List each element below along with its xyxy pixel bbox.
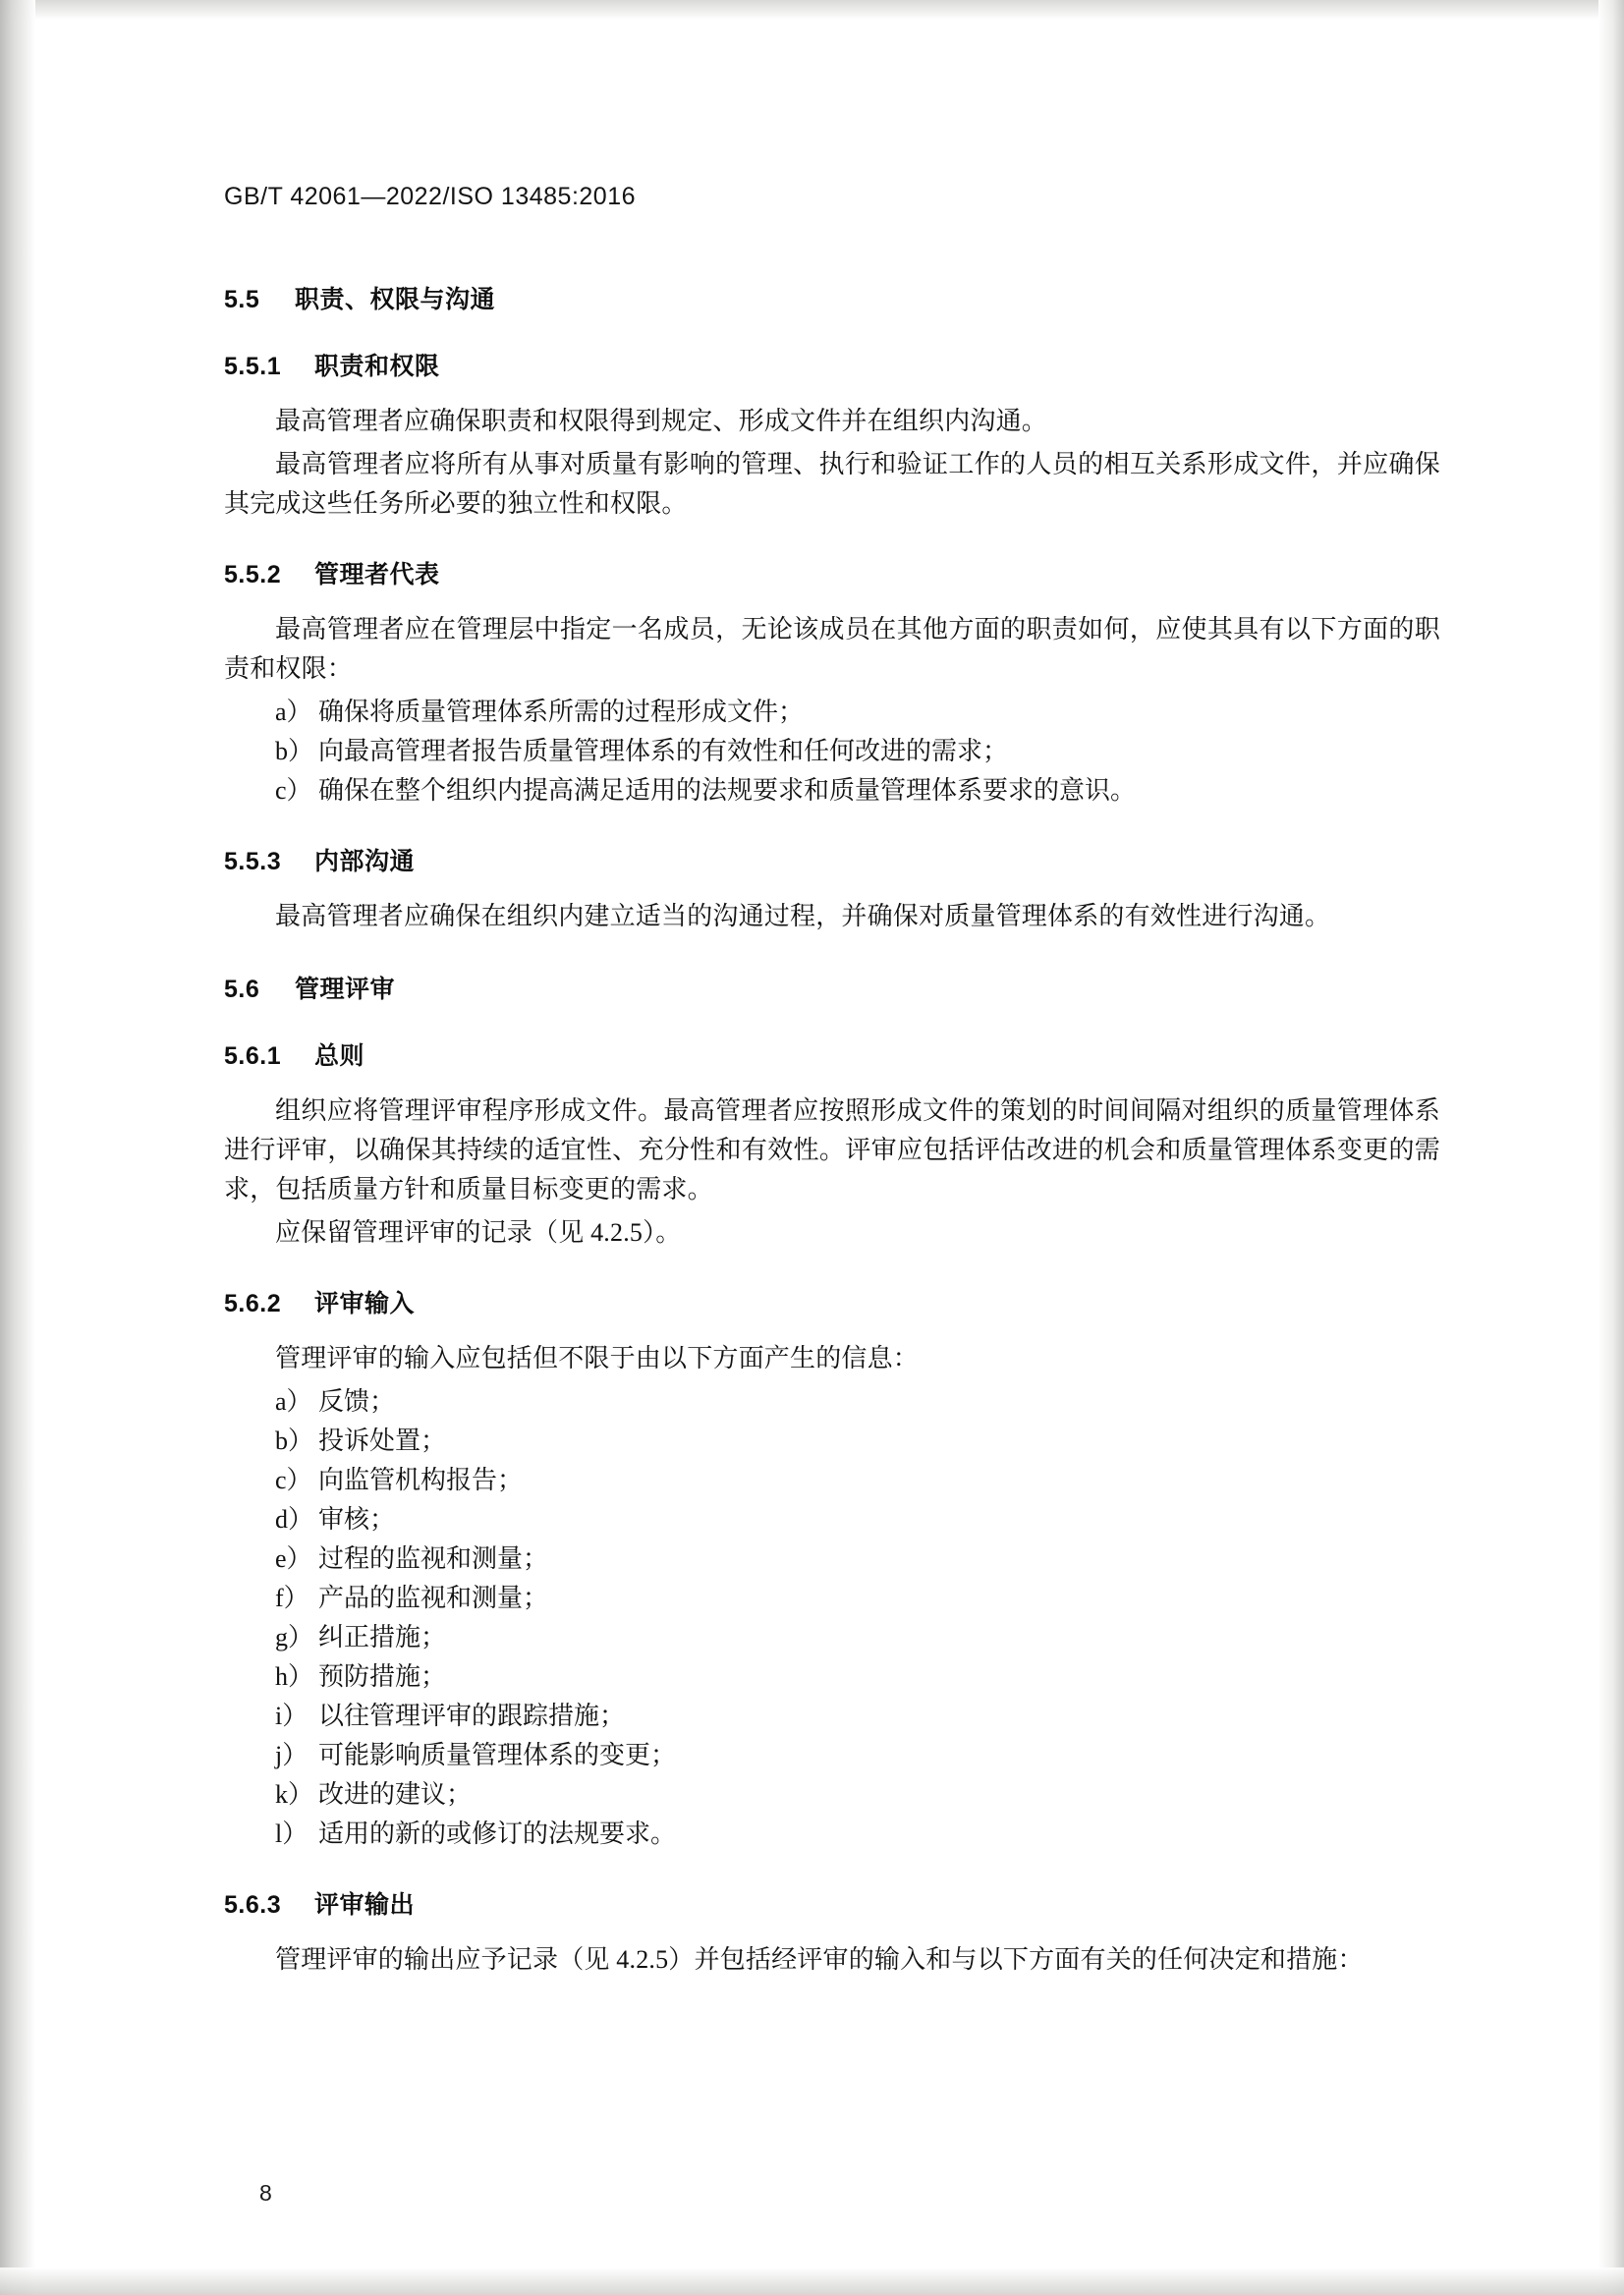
list-item-text: 纠正措施；: [318, 1623, 447, 1651]
scan-edge-top: [0, 0, 1624, 20]
section-heading-5-5-2: [224, 555, 1440, 590]
list-item: [224, 1461, 1440, 1500]
section-title: 总则: [314, 1042, 365, 1070]
paragraph: 最高管理者应确保在组织内建立适当的沟通过程，并确保对质量管理体系的有效性进行沟通。: [275, 902, 1331, 930]
list-item-text: 改进的建议；: [318, 1780, 473, 1809]
list-item: [224, 1382, 1440, 1422]
list-item-text: 确保在整个组织内提高满足适用的法规要求和质量管理体系要求的意识。: [318, 776, 1137, 805]
list-item-marker: c）: [275, 776, 312, 805]
list-item-marker: h）: [275, 1662, 314, 1691]
list-item-marker: j）: [275, 1741, 308, 1769]
section-title: 内部沟通: [314, 848, 416, 875]
paragraph: 管理评审的输出应予记录（见 4.2.5）并包括经评审的输入和与以下方面有关的任何决定和措施：: [275, 1945, 1364, 1974]
section-title: 管理者代表: [314, 561, 440, 588]
list-item: [224, 693, 1440, 732]
section-title: 评审输入: [314, 1290, 416, 1317]
page-content: [224, 183, 1440, 1984]
list-item-text: 审核；: [318, 1505, 396, 1534]
list-item-marker: b）: [275, 737, 314, 765]
list-item: [224, 1422, 1440, 1461]
section-title: 职责和权限: [314, 353, 440, 380]
paragraph: 最高管理者应确保职责和权限得到规定、形成文件并在组织内沟通。: [275, 407, 1048, 435]
list-item-marker: l）: [275, 1819, 308, 1848]
list-item-marker: e）: [275, 1544, 312, 1573]
list-item-marker: a）: [275, 698, 312, 726]
section-title: 管理评审: [295, 976, 396, 1003]
section-heading-5-5-3: [224, 842, 1440, 877]
list-item-marker: i）: [275, 1702, 308, 1730]
section-heading-5-6-1: [224, 1036, 1440, 1072]
section-number: 5.6.2: [224, 1290, 282, 1317]
list-item: [224, 1775, 1440, 1815]
section-number: 5.6.3: [224, 1891, 282, 1919]
list-item: [224, 1815, 1440, 1854]
list-item: [224, 1697, 1440, 1736]
scan-edge-bottom: [0, 2267, 1624, 2295]
list-5-6-2: [224, 1382, 1440, 1854]
list-item-marker: b）: [275, 1427, 314, 1455]
list-item: [224, 1736, 1440, 1775]
paragraph: 应保留管理评审的记录（见 4.2.5）。: [275, 1218, 682, 1247]
paragraph: 最高管理者应在管理层中指定一名成员，无论该成员在其他方面的职责如何，应使其具有以下方面的职责和权限：: [224, 615, 1440, 683]
section-heading-5-6-3: [224, 1885, 1440, 1921]
list-item-text: 可能影响质量管理体系的变更；: [318, 1741, 677, 1769]
list-item-text: 向最高管理者报告质量管理体系的有效性和任何改进的需求；: [318, 737, 1009, 765]
list-item-marker: d）: [275, 1505, 314, 1534]
section-heading-5-6: [224, 970, 1440, 1005]
list-item-marker: c）: [275, 1466, 312, 1494]
list-item-marker: g）: [275, 1623, 314, 1651]
section-heading-5-5-1: [224, 347, 1440, 382]
scan-edge-left: [0, 0, 35, 2295]
list-item-text: 过程的监视和测量；: [318, 1544, 549, 1573]
section-number: 5.5.2: [224, 561, 282, 588]
section-title: 职责、权限与沟通: [295, 286, 496, 313]
list-item-text: 以往管理评审的跟踪措施；: [318, 1702, 626, 1730]
page-number: 8: [259, 2180, 272, 2206]
document-header: GB/T 42061—2022/ISO 13485:2016: [224, 183, 637, 210]
list-item-text: 确保将质量管理体系所需的过程形成文件；: [318, 698, 805, 726]
list-item: [224, 732, 1440, 771]
list-item: [224, 1579, 1440, 1618]
list-item-text: 投诉处置；: [318, 1427, 447, 1455]
list-item-text: 向监管机构报告；: [318, 1466, 524, 1494]
list-5-5-2: [224, 693, 1440, 811]
list-item-marker: f）: [275, 1584, 309, 1612]
paragraph: 组织应将管理评审程序形成文件。最高管理者应按照形成文件的策划的时间间隔对组织的质量管理体系进行评审，以确保其持续的适宜性、充分性和有效性。评审应包括评估改进的机会和质量管理体系变更的需求，包括质量方针和质量目标变更的需求。: [224, 1096, 1440, 1203]
section-number: 5.5: [224, 286, 260, 313]
list-item: [224, 1539, 1440, 1579]
list-item-text: 预防措施；: [318, 1662, 447, 1691]
paragraph: 管理评审的输入应包括但不限于由以下方面产生的信息：: [275, 1344, 920, 1372]
section-number: 5.5.3: [224, 848, 282, 875]
section-number: 5.5.1: [224, 353, 282, 380]
list-item-text: 反馈；: [318, 1387, 396, 1416]
section-number: 5.6: [224, 976, 260, 1003]
list-item: [224, 1618, 1440, 1657]
paragraph: 最高管理者应将所有从事对质量有影响的管理、执行和验证工作的人员的相互关系形成文件，并应确保其完成这些任务所必要的独立性和权限。: [224, 450, 1440, 518]
list-item: [224, 1657, 1440, 1697]
section-number: 5.6.1: [224, 1042, 282, 1070]
section-heading-5-6-2: [224, 1284, 1440, 1319]
list-item-text: 适用的新的或修订的法规要求。: [318, 1819, 677, 1848]
list-item: [224, 1500, 1440, 1539]
section-heading-5-5: [224, 280, 1440, 315]
list-item: [224, 771, 1440, 811]
scan-edge-right: [1598, 0, 1624, 2295]
section-title: 评审输出: [314, 1891, 416, 1919]
list-item-marker: k）: [275, 1780, 314, 1809]
list-item-text: 产品的监视和测量；: [318, 1584, 549, 1612]
list-item-marker: a）: [275, 1387, 312, 1416]
